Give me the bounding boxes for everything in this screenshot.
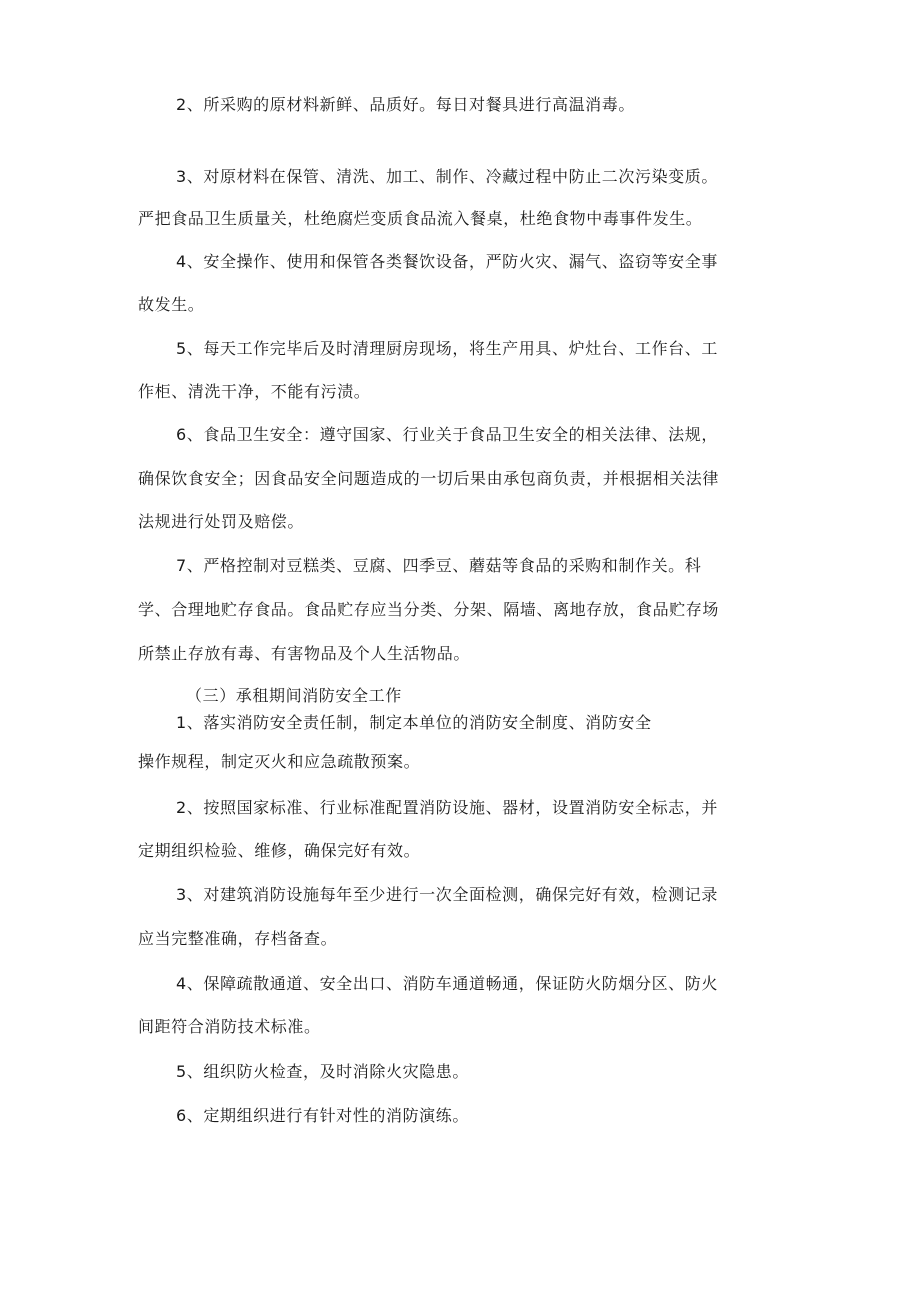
- paragraph-6-line-1: 6、食品卫生安全：遵守国家、行业关于食品卫生安全的相关法律、法规，: [176, 425, 718, 444]
- paragraph-7-line-3: 所禁止存放有毒、有害物品及个人生活物品。: [138, 644, 471, 663]
- paragraph-2-line-1: 2、所采购的原材料新鲜、品质好。每日对餐具进行高温消毒。: [176, 95, 635, 114]
- paragraph-5-line-1: 5、每天工作完毕后及时清理厨房现场，将生产用具、炉灶台、工作台、工: [176, 339, 718, 358]
- paragraph-4-line-1: 4、安全操作、使用和保管各类餐饮设备，严防火灾、漏气、盗窃等安全事: [176, 252, 718, 271]
- paragraph-7-line-1: 7、严格控制对豆糕类、豆腐、四季豆、蘑菇等食品的采购和制作关。科: [176, 556, 702, 575]
- paragraph-6-line-2: 确保饮食安全；因食品安全问题造成的一切后果由承包商负责，并根据相关法律: [138, 469, 720, 488]
- paragraph-6-line-3: 法规进行处罚及赔偿。: [138, 512, 305, 531]
- paragraph-3-line-1: 3、对原材料在保管、清洗、加工、制作、冷藏过程中防止二次污染变质。: [176, 167, 718, 186]
- fire-item-3-line-2: 应当完整准确，存档备查。: [138, 929, 338, 948]
- fire-item-1-line-2: 操作规程，制定灭火和应急疏散预案。: [138, 752, 421, 771]
- fire-item-4-line-1: 4、保障疏散通道、安全出口、消防车通道畅通，保证防火防烟分区、防火: [176, 974, 718, 993]
- paragraph-3-line-2: 严把食品卫生质量关，杜绝腐烂变质食品流入餐桌，杜绝食物中毒事件发生。: [138, 209, 703, 228]
- paragraph-7-line-2: 学、合理地贮存食品。食品贮存应当分类、分架、隔墙、离地存放，食品贮存场: [138, 600, 720, 619]
- paragraph-4-line-2: 故发生。: [138, 295, 205, 314]
- fire-item-3-line-1: 3、对建筑消防设施每年至少进行一次全面检测，确保完好有效，检测记录: [176, 885, 718, 904]
- fire-item-6: 6、定期组织进行有针对性的消防演练。: [176, 1106, 469, 1125]
- fire-item-2-line-2: 定期组织检验、维修，确保完好有效。: [138, 841, 421, 860]
- fire-item-5: 5、组织防火检查，及时消除火灾隐患。: [176, 1062, 469, 1081]
- section-heading: （三）承租期间消防安全工作: [186, 686, 402, 705]
- paragraph-5-line-2: 作柜、清洗干净，不能有污渍。: [138, 382, 371, 401]
- fire-item-1-line-1: 1、落实消防安全责任制，制定本单位的消防安全制度、消防安全: [176, 713, 652, 732]
- fire-item-2-line-1: 2、按照国家标准、行业标准配置消防设施、器材，设置消防安全标志，并: [176, 798, 718, 817]
- fire-item-4-line-2: 间距符合消防技术标准。: [138, 1017, 321, 1036]
